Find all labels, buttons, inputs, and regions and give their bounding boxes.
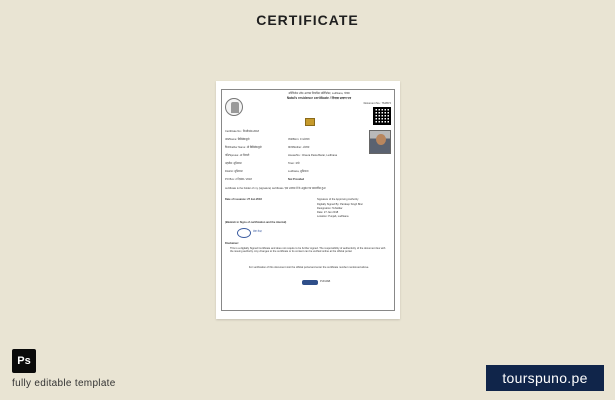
certificate-header-line: सर्टिफिकेट ऑफ़ अरावल निवासित सर्टिफिकेट, Ludhiana, पंजाब — [288, 92, 350, 95]
verify-note: (Blemish in Signs of certification and the internal) — [225, 221, 287, 224]
residence-statement: certificate is the holder of my (signature) certificate / इस आवास में के अनुबंध पत्र मासपत्रित हुआ — [225, 187, 326, 190]
row-1-right: जन्म/Born: 9 /अंशपत्र — [288, 138, 310, 141]
document-number: Document No.: 76465 5 — [363, 102, 391, 105]
certificate-paper — [216, 81, 400, 319]
row-6-left: PO Box: 2 दिसंबर / 2018 — [225, 178, 252, 181]
notes-title: Disclaimer: — [225, 242, 239, 245]
notes-text: This is a digitally Signed Certificate and does not require to be further signed. The responsibility of authenticity of the document lies with the issuing authority. Any changes to the certificate or its content can be verified online at the official portal. — [230, 247, 386, 254]
row-3-right: House/No.: Chaura Pasta Bazar, Ludhiana — [288, 154, 338, 157]
app-logo-text: PUNJAB — [320, 280, 331, 283]
row-4-left: तहसील: लुधियाना — [225, 162, 242, 165]
brand-badge: tourspuno.pe — [486, 365, 604, 391]
page-title: CERTIFICATE — [256, 12, 359, 28]
qr-code-icon — [373, 107, 391, 125]
row-5-left: District: लुधियाना — [225, 170, 243, 173]
row-4-right: Town: शामे — [288, 162, 300, 165]
signature-block-title: Signature of the Approving Authority — [317, 198, 359, 201]
state-emblem-icon — [225, 98, 243, 116]
service-logo-icon — [237, 228, 251, 238]
certificate-header-title: Natal's residence certificate / निवास प्रमाण पत्र — [286, 96, 352, 100]
holder-photo — [369, 130, 391, 154]
editable-label: fully editable template — [12, 378, 116, 389]
row-5-right: Ludhiana, लुधियाना — [288, 170, 309, 173]
photoshop-icon: Ps — [12, 349, 36, 373]
row-1-left: नाम/Name: बिलिबेकपुबो — [225, 138, 250, 141]
signature-line-3: Location: Punjab, Ludhiana — [317, 215, 349, 218]
seal-icon — [305, 118, 315, 126]
row-2-right: माता/Mother: अंशपत्र — [288, 146, 310, 149]
date-of-issue: Date of issuance: 27 Jan 2018 — [225, 198, 262, 201]
footer-text: For verification of this document visit the official portal and enter the certificate number mentioned above. — [248, 266, 370, 269]
signature-line-2: Date: 27 Jan 2018 — [317, 211, 339, 214]
row-0-left: Certificate No.: नि/सी/संस-2018 — [225, 130, 259, 133]
service-logo-caption: सेवा केन्द्र — [253, 230, 262, 233]
app-logo-icon — [302, 280, 318, 285]
row-2-left: पिता/Father Name: श्री बिलिबेकपुबो — [225, 146, 262, 149]
signature-line-1: Designation: Tehsildar — [317, 207, 343, 210]
signature-line-0: Digitally Signed By: Pardeep Singh Brar — [317, 203, 363, 206]
row-3-left: पति/Spouse: आ शिवारी — [225, 154, 250, 157]
certificate-document — [221, 89, 395, 311]
row-6-right: Not Provided — [288, 178, 305, 181]
